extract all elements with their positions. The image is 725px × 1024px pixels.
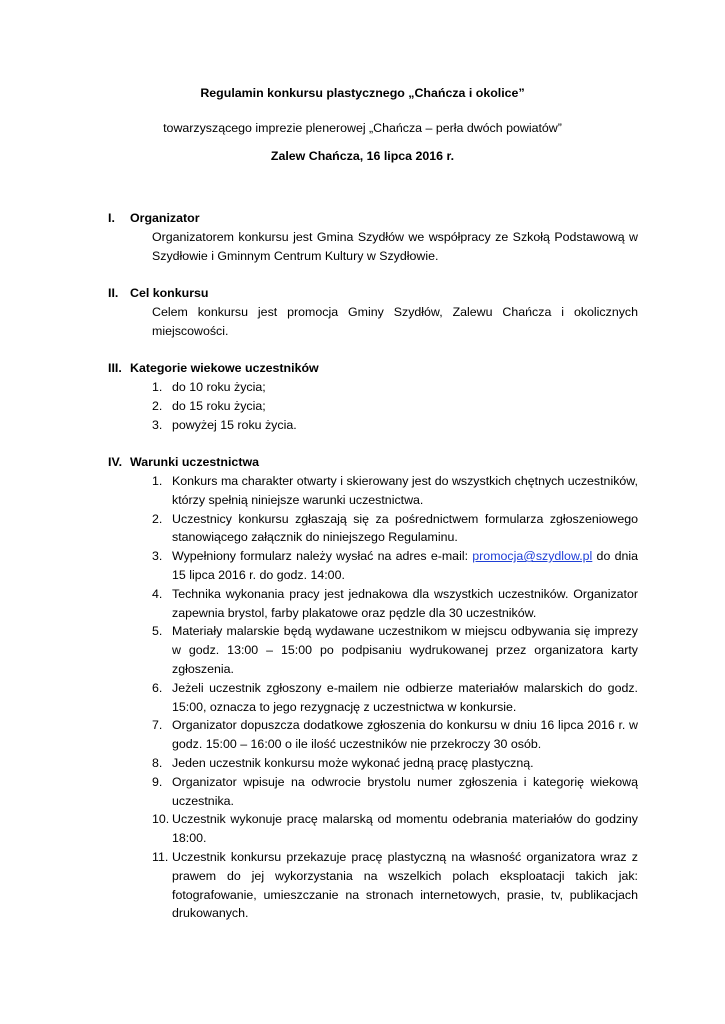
list-item	[152, 716, 638, 754]
section-title: Cel konkursu	[130, 286, 209, 300]
list-item	[152, 622, 638, 678]
list-item-text: powyżej 15 roku życia.	[172, 417, 297, 432]
email-link[interactable]: promocja@szydlow.pl	[472, 549, 593, 564]
section-title: Organizator	[130, 211, 200, 225]
list-item-text: Wypełniony formularz należy wysłać na adres e-mail:	[172, 549, 473, 564]
list-item-number: 10.	[152, 812, 170, 827]
list-item	[152, 397, 638, 416]
list-item-number: 7.	[152, 718, 163, 733]
document-place-date: Zalew Chańcza, 16 lipca 2016 r.	[270, 149, 455, 163]
section-title: Warunki uczestnictwa	[130, 455, 259, 469]
list-item-number: 11.	[152, 849, 169, 864]
list-item-text: Organizator wpisuje na odwrocie brystolu numer zgłoszenia i kategorię wiekową uczestnika.	[172, 774, 638, 808]
section-number: IV.	[108, 455, 123, 469]
list-item-text: Konkurs ma charakter otwarty i skierowany jest do wszystkich chętnych uczestników, którzy spełnią niniejsze warunki uczestnictwa.	[172, 474, 638, 507]
list-item-text: do 15 roku życia;	[172, 398, 266, 413]
list-item-number: 2.	[152, 398, 163, 413]
list-item-number: 2.	[152, 511, 163, 526]
document-subtitle: towarzyszącego imprezie plenerowej „Chańcza – perła dwóch powiatów”	[163, 121, 562, 135]
list-item-number: 4.	[152, 586, 163, 601]
list-item-text: Technika wykonania pracy jest jednakowa dla wszystkich uczestników. Organizator zapewnia brystol, farby plakatowe oraz pędzle dla 30 uczestników.	[172, 586, 638, 620]
list-item	[152, 848, 638, 923]
list-item-text: Jeden uczestnik konkursu może wykonać jedną pracę plastyczną.	[172, 755, 534, 770]
list-item-text: Jeżeli uczestnik zgłoszony e-mailem nie odbierze materiałów malarskich do godz. 15:00, oznacza to jego rezygnację z uczestnictwa w konkursie.	[172, 680, 638, 714]
list-item-number: 3.	[152, 549, 163, 564]
list-item-text: Uczestnicy konkursu zgłaszają się za pośrednictwem formularza zgłoszeniowego stanowiącego załącznik do niniejszego Regulaminu.	[172, 511, 638, 545]
section-cel-heading	[108, 284, 209, 303]
list-item-text: Organizator dopuszcza dodatkowe zgłoszenia do konkursu w dniu 16 lipca 2016 r. w godz. 15:00 – 16:00 o ile ilość uczestników nie przekroczy 30 osób.	[172, 718, 638, 752]
section-number: I.	[108, 211, 115, 225]
list-item-text: do dnia 15 lipca 2016 r. do godz. 14:00.	[172, 549, 639, 582]
list-item	[152, 416, 638, 435]
list-item-number: 1.	[152, 474, 163, 488]
list-item-text: Materiały malarskie będą wydawane uczestnikom w miejscu odbywania się imprezy w godz. 13:00 – 15:00 po podpisaniu wydrukowanej przez organizatora karty zgłoszenia.	[172, 624, 638, 676]
list-item	[152, 773, 638, 811]
list-item	[152, 754, 638, 773]
section-organizator-heading	[108, 209, 200, 228]
list-item	[152, 378, 638, 397]
section-title: Kategorie wiekowe uczestników	[130, 361, 319, 375]
list-item-text: Uczestnik konkursu przekazuje pracę plastyczną na własność organizatora wraz z prawem do jej wykorzystania na wszelkich polach eksploatacji takich jak: fotografowanie, umieszczanie na stronach internetowych, prasie, tv, publikacjach drukowanych.	[172, 849, 638, 921]
conditions-list	[152, 472, 638, 923]
section-number: II.	[108, 286, 119, 300]
list-item	[152, 547, 638, 585]
list-item-number: 1.	[152, 380, 163, 394]
section-organizator-text: Organizatorem konkursu jest Gmina Szydłów we współpracy ze Szkołą Podstawową w Szydłowie i Gminnym Centrum Kultury w Szydłowie.	[152, 230, 638, 263]
list-item-number: 8.	[152, 755, 163, 770]
list-item-number: 6.	[152, 680, 163, 695]
document-title: Regulamin konkursu plastycznego „Chańcza i okolice”	[200, 86, 525, 100]
list-item-number: 3.	[152, 417, 163, 432]
list-item-number: 5.	[152, 624, 163, 639]
list-item	[152, 810, 638, 848]
list-item-number: 9.	[152, 774, 163, 789]
section-number: III.	[108, 361, 122, 375]
list-item	[152, 585, 638, 623]
list-item	[152, 510, 638, 548]
list-item	[152, 679, 638, 717]
list-item-text: Uczestnik wykonuje pracę malarską od momentu odebrania materiałów do godziny 18:00.	[172, 812, 638, 846]
age-category-list	[152, 378, 638, 434]
list-item-text: do 10 roku życia;	[172, 380, 266, 394]
section-cel-text: Celem konkursu jest promocja Gminy Szydłów, Zalewu Chańcza i okolicznych miejscowości.	[152, 305, 638, 338]
section-warunki-heading	[108, 453, 259, 472]
section-kategorie-heading	[108, 359, 319, 378]
list-item	[152, 472, 638, 510]
